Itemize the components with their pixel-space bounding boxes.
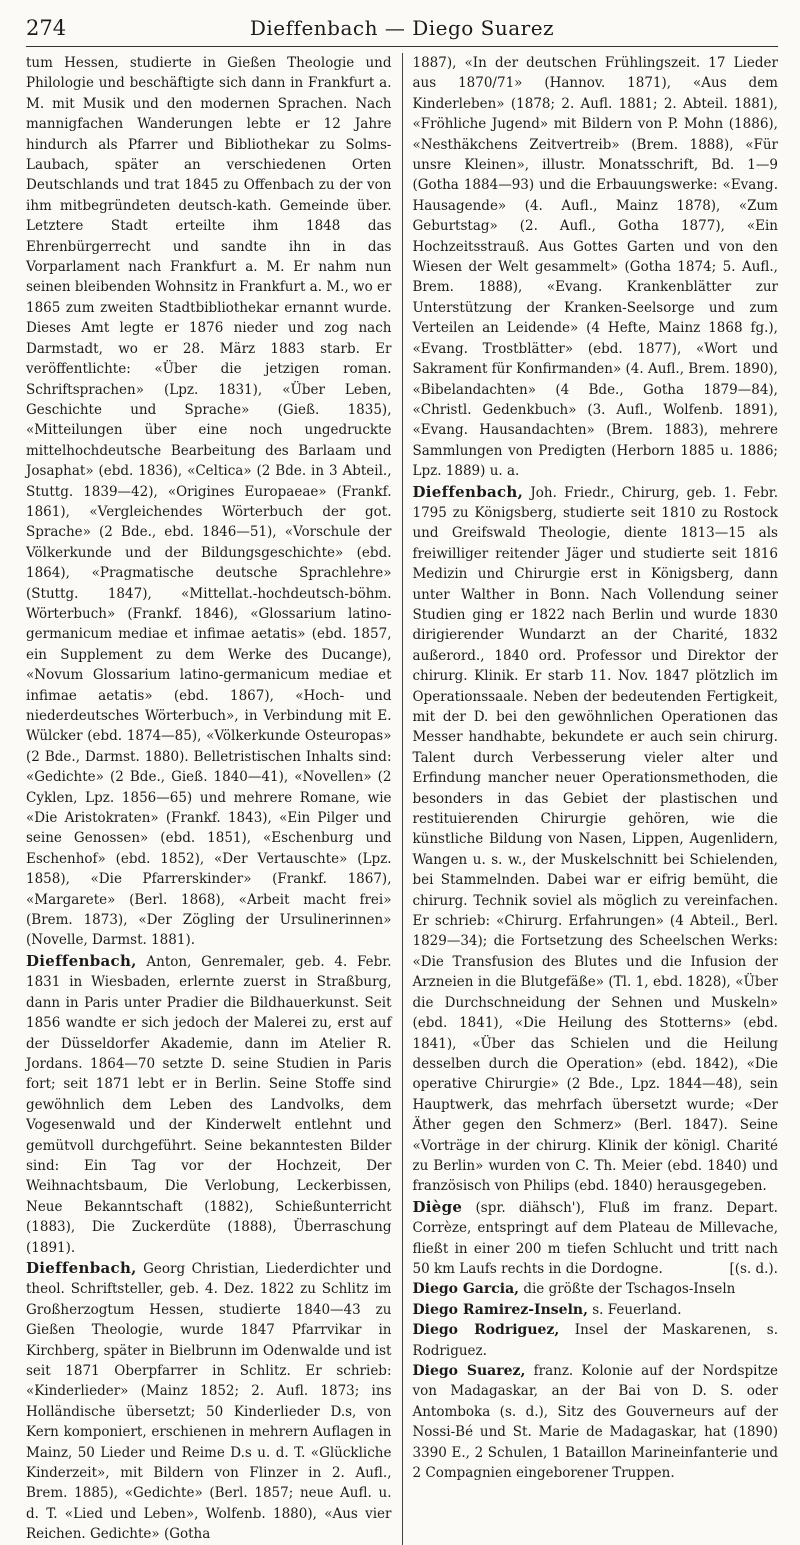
entry-diege: [412, 1197, 778, 1280]
entry-anton-dieffenbach: [26, 951, 392, 1258]
entry-georg-dieffenbach: [26, 1258, 392, 1545]
running-title: Dieffenbach — Diego Suarez: [249, 16, 555, 40]
cross-reference: [(s. d.).: [729, 1260, 778, 1277]
entry-text: franz. Kolonie auf der Nordspitze von Madagaskar, an der Bai von D. S. oder Antomboka (s. d.), Sitz des Gouverneurs auf der Nossi-Bé und St. Marie de Madagaskar, hat (1890) 3390 E., 2 Schulen, 1 Bataillon Marineinfanterie und 2 Compagnien eingeborener Truppen.: [412, 1363, 778, 1482]
headword: Diego Garcia,: [412, 1281, 520, 1298]
text-columns: [26, 53, 778, 1545]
entry-text: Georg Christian, Liederdichter und theol. Schriftsteller, geb. 4. Dez. 1822 zu Schlitz im Großherzogtum Hessen, studierte 1840—43 zu Gießen Theologie, wurde 1847 Pfarrvikar in Kirchberg, später in Bielbrunn im Odenwalde und ist seit 1871 Oberpfarrer in Schlitz. Er schrieb: «Kinderlieder» (Mainz 1852; 2. Aufl. 1873; ins Holländische übersetzt; 50 Kinderlieder D.s, von Kern komponiert, erschienen in mehrern Auflagen in Mainz, 50 Lieder und Reime D.s u. d. T. «Glückliche Kinderzeit», mit Bildern von Flinzer in 2. Aufl., Brem. 1885), «Gedichte» (Berl. 1857; neue Aufl. u. d. T. «Lied und Leben», Wolfenb. 1880), «Aus vier Reichen. Gedichte» (Gotha: [26, 1260, 392, 1543]
entry-diego-garcia: [412, 1279, 778, 1299]
entry-text: s. Feuerland.: [587, 1301, 682, 1318]
entry-johann-dieffenbach: [412, 482, 778, 1197]
left-column: [26, 53, 392, 1545]
entry-text: (spr. diähsch'), Fluß im franz. Depart. Corrèze, entspringt auf dem Plateau de Millevache, fließt in einer 200 m tiefen Schlucht und tritt nach 50 km Laufs rechts in die Dordogne.: [412, 1199, 778, 1277]
headword: Diego Rodriguez,: [412, 1322, 560, 1339]
entry-text: Anton, Genremaler, geb. 4. Febr. 1831 in Wiesbaden, erlernte zuerst in Straßburg, dann in Paris unter Pradier die Bildhauerkunst. Seit 1856 wandte er sich jedoch der Malerei zu, erst auf der Düsseldorfer Akademie, dann im Atelier R. Jordans. 1864—70 setzte D. seine Studien in Paris fort; seit 1871 lebt er in Berlin. Seine Stoffe sind gewöhnlich dem Leben des Landvolks, dem Vogesenwald und der Kinderwelt entlehnt und gemütvoll durchgeführt. Seine bekanntesten Bilder sind: Ein Tag vor der Hochzeit, Der Weihnachtsbaum, Die Verlobung, Leckerbissen, Neue Bekanntschaft (1882), Schießunterricht (1883), Die Zuckerdüte (1888), Überraschung (1891).: [26, 953, 392, 1256]
headword: Dieffenbach,: [412, 482, 524, 501]
entry-text: Insel der Maskarenen, s. Rodriguez.: [412, 1322, 778, 1359]
entry-diego-rodriguez: [412, 1320, 778, 1361]
entry-continuation: 1887), «In der deutschen Frühlingszeit. 17 Lieder aus 1870/71» (Hannov. 1871), «Aus dem Kinderleben» (1878; 2. Aufl. 1881; 2. Abteil. 1881), «Fröhliche Jugend» mit Bildern von P. Mohn (1886), «Nesthäkchens Zeitvertreib» (Brem. 1888), «Für unsre Kleinen», illustr. Monatsschrift, Bd. 1—9 (Gotha 1884—93) und die Erbauungswerke: «Evang. Hausagende» (4. Aufl., Mainz 1878), «Zum Geburtstag» (2. Aufl., Gotha 1877), «Ein Hochzeitsstrauß. Aus Gottes Garten und von den Wiesen der Welt gesammelt» (Gotha 1874; 5. Aufl., Brem. 1888), «Evang. Krankenblätter zur Unterstützung der Kranken-Seelsorge und zum Verteilen an Leidende» (4 Hefte, Mainz 1868 fg.), «Evang. Trostblätter» (ebd. 1877), «Wort und Sakrament für Konfirmanden» (4. Aufl., Brem. 1890), «Bibelandachten» (4 Bde., Gotha 1879—84), «Christl. Gedenkbuch» (3. Aufl., Wolfenb. 1891), «Evang. Hausandachten» (Brem. 1883), mehrere Sammlungen von Predigten (Herborn 1885 u. 1886; Lpz. 1889) u. a.: [412, 55, 778, 480]
page-number: 274: [26, 16, 67, 40]
headword: Diego Ramirez-Inseln,: [412, 1301, 588, 1318]
headword: Diego Suarez,: [412, 1363, 526, 1379]
headword: Dieffenbach,: [26, 951, 137, 970]
entry-continuation: tum Hessen, studierte in Gießen Theologie und Philologie und beschäftigte sich dann in Frankfurt a. M. mit Musik und den modernen Sprachen. Nach mannigfachen Wanderungen lebte er 12 Jahre hindurch als Pfarrer und Bibliothekar zu Solms-Laubach, später an verschiedenen Orten Deutschlands und trat 1845 zu Offenbach zu der von ihm mitbegründeten deutsch-kath. Gemeinde über. Letztere Stadt erteilte ihm 1848 das Ehrenbürgerrecht und sandte ihn in das Vorparlament nach Frankfurt a. M. Er nahm nun seinen bleibenden Wohnsitz in Frankfurt a. M., wo er 1865 zum zweiten Stadtbibliothekar ernannt wurde. Dieses Amt legte er 1876 nieder und zog nach Darmstadt, wo er 28. März 1883 starb. Er veröffentlichte: «Über die jetzigen roman. Schriftsprachen» (Lpz. 1831), «Über Leben, Geschichte und Sprache» (Gieß. 1835), «Mitteilungen über eine noch ungedruckte mittelhochdeutsche Bearbeitung des Barlaam und Josaphat» (ebd. 1836), «Celtica» (2 Bde. in 3 Abteil., Stuttg. 1839—42), «Origines Europaeae» (Frankf. 1861), «Vergleichendes Wörterbuch der got. Sprache» (2 Bde., ebd. 1846—51), «Vorschule der Völkerkunde und der Bildungsgeschichte» (ebd. 1864), «Pragmatische deutsche Sprachlehre» (Stuttg. 1847), «Mittellat.-hochdeutsch-böhm. Wörterbuch» (Frankf. 1846), «Glossarium latino-germanicum mediae et infimae aetatis» (ebd. 1857, ein Supplement zu dem Werke des Ducange), «Novum Glossarium latino-germanicum mediae et infimae aetatis» (ebd. 1867), «Hoch- und niederdeutsches Wörterbuch», in Verbindung mit E. Wülcker (ebd. 1874—85), «Völkerkunde Osteuropas» (2 Bde., Darmst. 1880). Belletristischen Inhalts sind: «Gedichte» (2 Bde., Gieß. 1840—41), «Novellen» (2 Cyklen, Lpz. 1856—65) und mehrere Romane, wie «Die Aristokraten» (Frankf. 1843), «Ein Pilger und seine Genossen» (ebd. 1851), «Eschenburg und Eschenhof» (ebd. 1852), «Der Vertauschte» (Lpz. 1858), «Die Pfarrerskinder» (Frankf. 1867), «Margarete» (Berl. 1868), «Arbeit macht frei» (Brem. 1873), «Der Zögling der Ursulinerinnen» (Novelle, Darmst. 1881).: [26, 55, 392, 949]
column-divider: [402, 53, 403, 1545]
entry-diego-suarez: [412, 1361, 778, 1483]
entry-text: die größte der Tschagos-Inseln: [519, 1281, 736, 1298]
right-column: [412, 53, 778, 1545]
entry-text: Joh. Friedr., Chirurg, geb. 1. Febr. 1795 zu Königsberg, studierte seit 1810 zu Rostock und Greifswald Theologie, diente 1813—15 als freiwilliger reitender Jäger und studierte seit 1816 Medizin und Chirurgie erst in Königsberg, dann unter Walther in Bonn. Nach Vollendung seiner Studien ging er 1822 nach Berlin und wurde 1830 dirigierender Wundarzt an der Charité, 1832 außerord., 1840 ord. Professor und Direktor der chirurg. Klinik. Er starb 11. Nov. 1847 plötzlich im Operationssaale. Neben der bedeutenden Fertigkeit, mit der D. bei den gewöhnlichen Operationen das Messer handhabte, bekundete er auch sein chirurg. Talent durch Verbesserung vieler alter und Erfindung mancher neuer Operationsmethoden, die besonders in das Gebiet der plastischen und restituierenden Chirurgie gehören, wie die künstliche Bildung von Nasen, Lippen, Augenlidern, Wangen u. s. w., der Muskelschnitt bei Schielenden, bei Stammelnden. Dabei war er eifrig bemüht, die chirurg. Technik soviel als möglich zu vereinfachen. Er schrieb: «Chirurg. Erfahrungen» (4 Abteil., Berl. 1829—34); die Fortsetzung des Scheelschen Werks: «Die Transfusion des Blutes und die Infusion der Arzneien in die Blutgefäße» (Tl. 1, ebd. 1828), «Über die Durchschneidung der Sehnen und Muskeln» (ebd. 1841), «Die Heilung des Stotterns» (ebd. 1841), «Über das Schielen und die Heilung desselben durch die Operation» (ebd. 1842), «Die operative Chirurgie» (2 Bde., Lpz. 1844—48), sein Hauptwerk, das mehrfach übersetzt wurde; «Der Äther gegen den Schmerz» (Berl. 1847). Seine «Vorträge in der chirurg. Klinik der königl. Charité zu Berlin» wurden von C. Th. Meier (ebd. 1840) und französisch von Philips (ebd. 1840) herausgegeben.: [412, 484, 778, 1195]
headword: Dieffenbach,: [26, 1258, 137, 1277]
running-head: [26, 8, 778, 47]
entry-diego-ramirez: [412, 1300, 778, 1320]
headword: Diège: [412, 1197, 463, 1216]
